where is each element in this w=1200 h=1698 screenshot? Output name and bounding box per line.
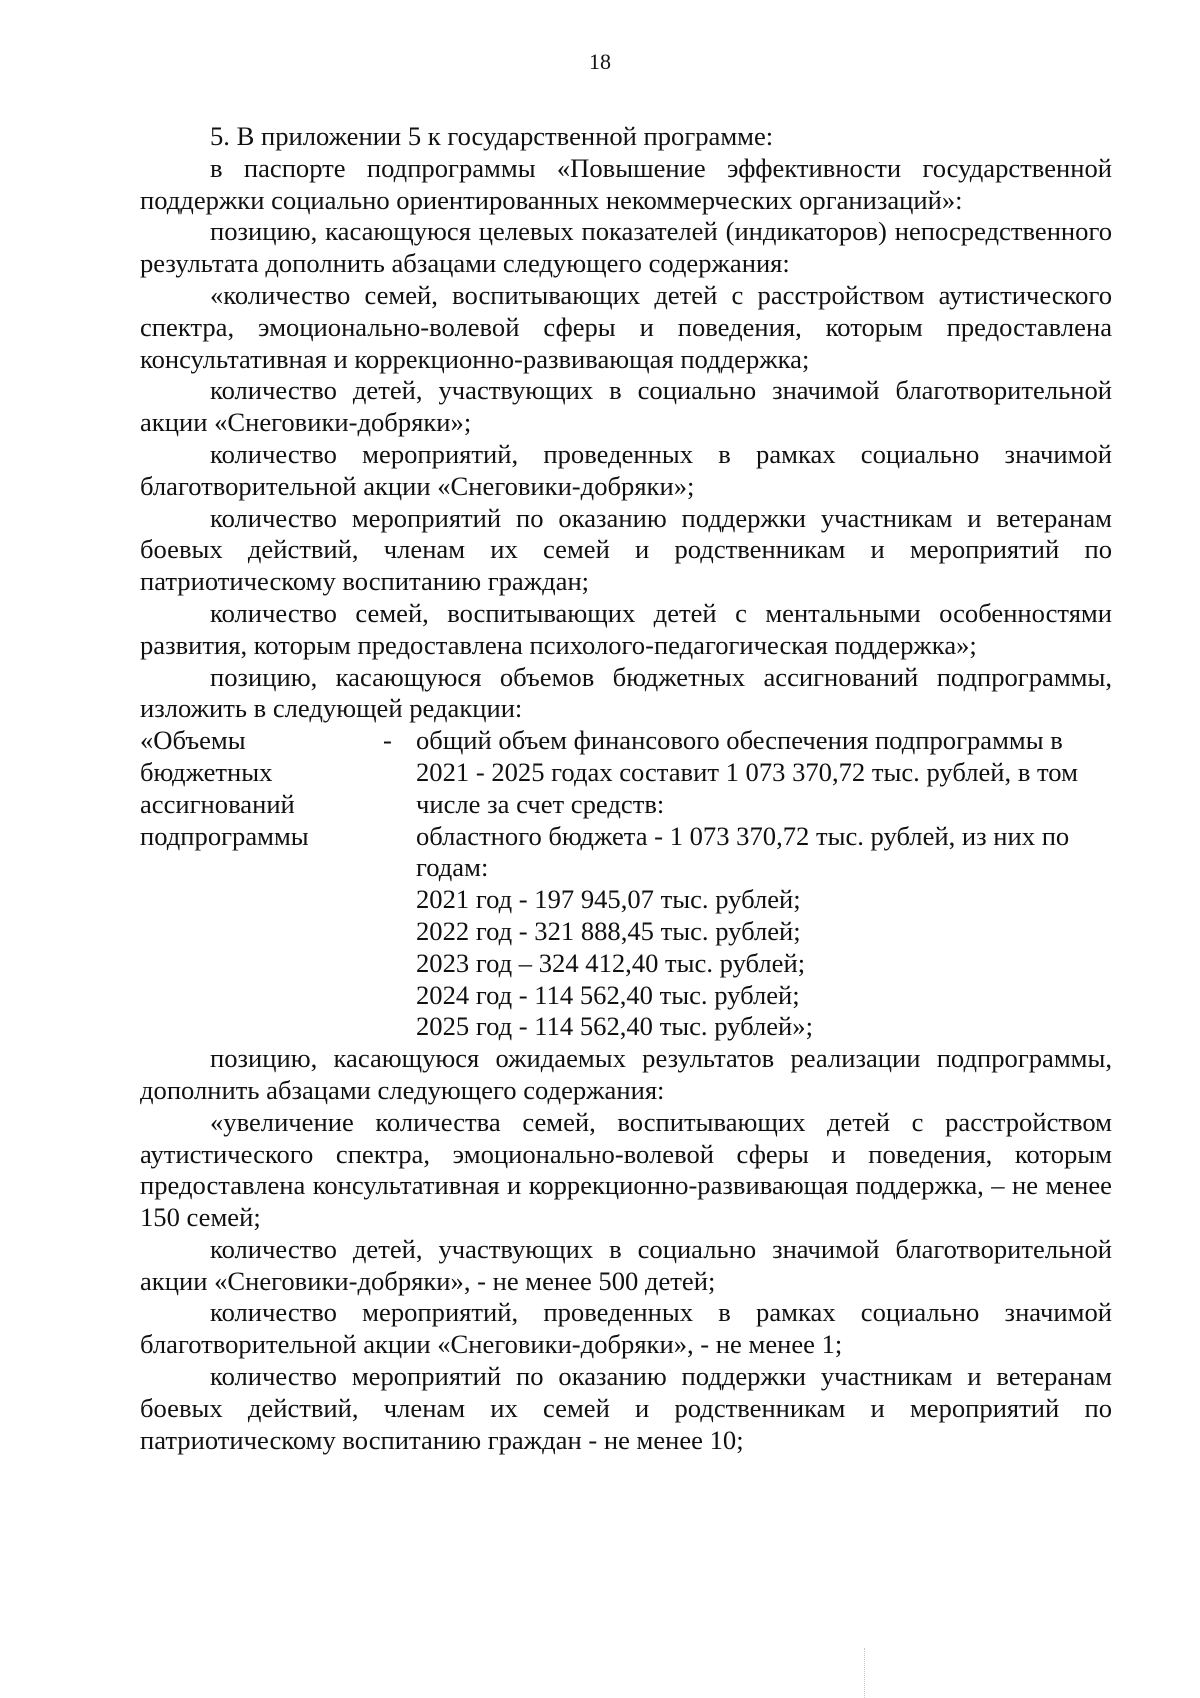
budget-block-label: «Объемы бюджетных ассигнований подпрограммы xyxy=(140,725,309,851)
document-body xyxy=(140,121,1112,1456)
paragraph-result-autism-families: «увеличение количества семей, воспитывающих детей с расстройством аутистического спектра, эмоционально-волевой сферы и поведения, которым предоставлена консультативная и коррекционно-развивающая поддержка, – не менее 150 семей; xyxy=(140,1106,1112,1233)
paragraph-expected-results-position: позицию, касающуюся ожидаемых результатов реализации подпрограммы, дополнить абзацами следующего содержания: xyxy=(140,1043,1112,1105)
budget-block-dash: - xyxy=(383,725,392,756)
paragraph-indicator-autism-families: «количество семей, воспитывающих детей с расстройством аутистического спектра, эмоционально-волевой сферы и поведения, которым предоставлена консультативная и коррекционно-развивающая поддержка; xyxy=(140,279,1112,374)
budget-total-line: общий объем финансового обеспечения подпрограммы в 2021 - 2025 годах составит 1 073 370,72 тыс. рублей, в том числе за счет средств: xyxy=(416,725,1078,819)
paragraph-indicator-children-charity: количество детей, участвующих в социально значимой благотворительной акции «Снеговики-добряки»; xyxy=(140,375,1112,438)
paragraph-target-indicators-position: позицию, касающуюся целевых показателей (индикаторов) непосредственного результата дополнить абзацами следующего содержания: xyxy=(140,216,1112,279)
budget-year-2022: 2022 год - 321 888,45 тыс. рублей; xyxy=(416,915,801,946)
paragraph-result-charity-events: количество мероприятий, проведенных в рамках социально значимой благотворительной акции «Снеговики-добряки», - не менее 1; xyxy=(140,1297,1112,1360)
paragraph-indicator-veterans-support: количество мероприятий по оказанию поддержки участникам и ветеранам боевых действий, членам их семей и родственникам и мероприятий по патриотическому воспитанию граждан; xyxy=(140,502,1112,597)
scan-edge-mark xyxy=(864,1648,865,1698)
budget-year-2021: 2021 год - 197 945,07 тыс. рублей; xyxy=(416,884,801,915)
paragraph-item-5-heading: 5. В приложении 5 к государственной программе: xyxy=(210,121,774,151)
page-number: 18 xyxy=(589,49,611,74)
paragraph-budget-position: позицию, касающуюся объемов бюджетных ассигнований подпрограммы, изложить в следующей редакции: xyxy=(140,661,1112,724)
paragraph-indicator-mental-features: количество семей, воспитывающих детей с ментальными особенностями развития, которым предоставлена психолого-педагогическая поддержка»; xyxy=(140,597,1112,660)
paragraph-result-children-charity: количество детей, участвующих в социально значимой благотворительной акции «Снеговики-добряки», - не менее 500 детей; xyxy=(140,1233,1112,1296)
budget-regional-line: областного бюджета - 1 073 370,72 тыс. рублей, из них по годам: xyxy=(416,820,1070,883)
paragraph-result-veterans-support: количество мероприятий по оказанию поддержки участникам и ветеранам боевых действий, членам их семей и родственникам и мероприятий по патриотическому воспитанию граждан - не менее 10; xyxy=(140,1361,1112,1455)
budget-block-content xyxy=(416,725,1112,1043)
budget-year-2023: 2023 год – 324 412,40 тыс. рублей; xyxy=(416,947,806,978)
budget-year-2024: 2024 год - 114 562,40 тыс. рублей; xyxy=(416,979,800,1010)
paragraph-indicator-charity-events: количество мероприятий, проведенных в рамках социально значимой благотворительной акции «Снеговики-добряки»; xyxy=(140,438,1112,501)
budget-allocations-block xyxy=(140,725,1112,1043)
budget-year-2025: 2025 год - 114 562,40 тыс. рублей»; xyxy=(416,1011,813,1042)
paragraph-subprogram-passport: в паспорте подпрограммы «Повышение эффективности государственной поддержки социально ориентированных некоммерческих организаций»: xyxy=(140,152,1112,215)
